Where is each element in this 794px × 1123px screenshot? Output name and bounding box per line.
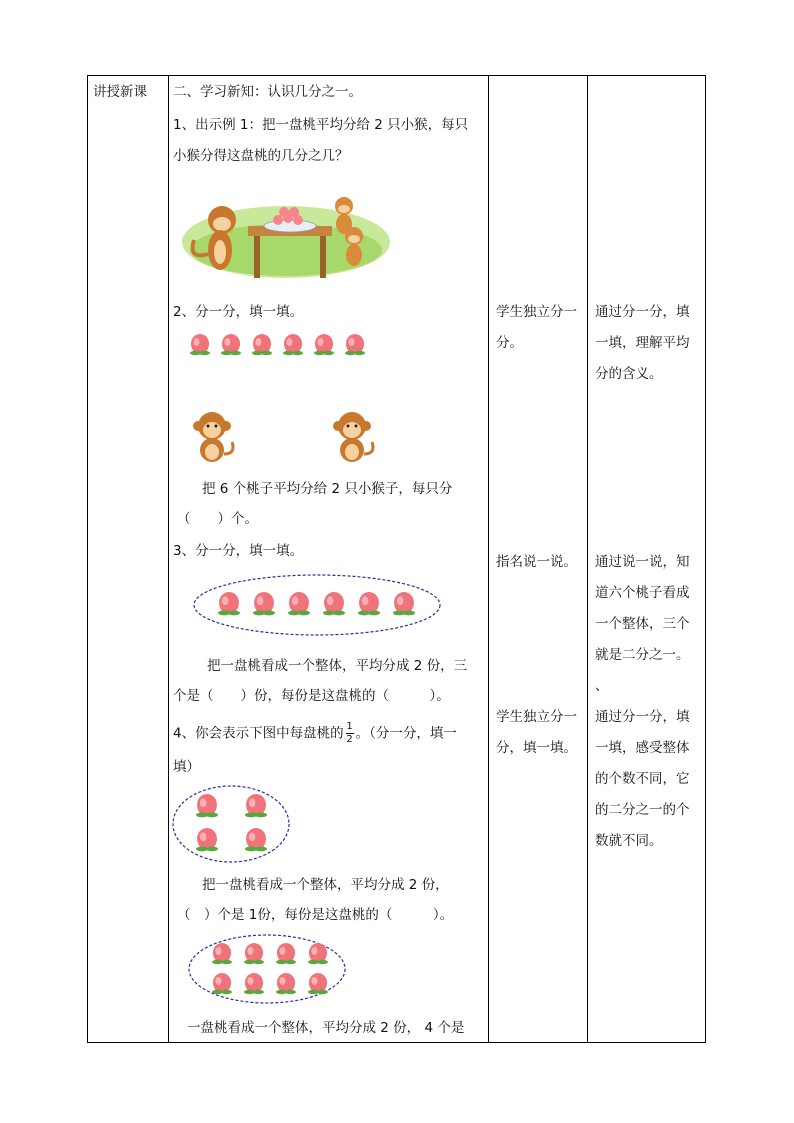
four-peaches-plate — [172, 785, 292, 865]
peach-icon — [276, 973, 296, 994]
six-peaches-plate — [193, 573, 443, 637]
purpose3-line5: 数就不同。 — [595, 833, 663, 849]
peach-icon — [314, 334, 334, 355]
purpose1-line3: 分的含义。 — [595, 366, 663, 382]
peach-icon — [323, 592, 345, 615]
activity5-text-line1: 一盘桃看成一个整体，平均分成 2 份， 4 个是 — [187, 1020, 465, 1036]
peach-icon — [196, 794, 218, 817]
peach-icon — [345, 334, 365, 355]
purpose1-line1: 通过分一分，填 — [595, 304, 690, 320]
activity4-title-line2: 填） — [173, 759, 200, 775]
activity3-text-line1: 把一盘桃看成一个整体，平均分成 2 份，三 — [207, 658, 468, 674]
purpose1-line2: 一填，理解平均 — [595, 335, 690, 351]
peach-icon — [221, 334, 241, 355]
peach-icon — [393, 592, 415, 615]
activity4-title: 4、你会表示下图中每盘桃的 $\frac{1}{2}$ 。（分一分，填一 — [173, 721, 457, 745]
peach-icon — [245, 794, 267, 817]
purpose2-line5: 、 — [595, 678, 609, 694]
activity2-text-line2: （ ）个。 — [177, 511, 258, 527]
example1-line2: 小猴分得这盘桃的几分之几？ — [173, 148, 349, 164]
peach-icon — [244, 943, 264, 964]
activity2-text-line1: 把 6 个桃子平均分给 2 只小猴子，每只分 — [202, 481, 453, 497]
purpose2-line4: 就是二分之一。 — [595, 647, 690, 663]
section-heading: 二、学习新知：认识几分之一。 — [173, 84, 362, 100]
peach-icon — [308, 943, 328, 964]
peach-icon — [253, 592, 275, 615]
activity3-title: 3、分一分，填一填。 — [173, 543, 304, 559]
peach-icon — [308, 973, 328, 994]
fraction-one-half: $\frac{1}{2}$ — [346, 721, 353, 745]
note1-line1: 学生独立分一 — [496, 304, 577, 320]
column-divider-2 — [488, 76, 489, 1042]
purpose2-line3: 一个整体，三个 — [595, 616, 690, 632]
peach-icon — [245, 828, 267, 851]
note3-line1: 学生独立分一 — [496, 709, 577, 725]
peach-icon — [212, 973, 232, 994]
monkey-icon-right — [330, 408, 378, 464]
note1-line2: 分。 — [496, 335, 523, 351]
eight-peaches-plate — [188, 934, 348, 1006]
activity3-text-line2: 个是（ ）份，每份是这盘桃的（ ）。 — [173, 688, 450, 704]
activity4-text-line1: 把一盘桃看成一个整体，平均分成 2 份， — [202, 877, 449, 893]
monkeys-table-illustration — [180, 180, 392, 280]
activity2-title: 2、分一分，填一填。 — [173, 304, 304, 320]
peach-icon — [252, 334, 272, 355]
peach-icon — [358, 592, 380, 615]
peach-icon — [283, 334, 303, 355]
activity4-text-line2: （ ）个是 1份，每份是这盘桃的（ ）。 — [177, 907, 454, 923]
monkey-icon-left — [190, 408, 238, 464]
purpose2-line2: 道六个桃子看成 — [595, 585, 690, 601]
peach-icon — [212, 943, 232, 964]
column-divider-3 — [587, 76, 588, 1042]
purpose3-line1: 通过分一分，填 — [595, 709, 690, 725]
peach-icon — [190, 334, 210, 355]
purpose3-line3: 的个数不同，它 — [595, 771, 690, 787]
example1-line1: 1、出示例 1：把一盘桃平均分给 2 只小猴，每只 — [173, 117, 469, 133]
purpose3-line4: 的二分之一的个 — [595, 802, 690, 818]
purpose3-line2: 一填，感受整体 — [595, 740, 690, 756]
peach-icon — [276, 943, 296, 964]
six-peaches-row — [186, 332, 376, 360]
peach-icon — [218, 592, 240, 615]
note2: 指名说一说。 — [496, 554, 577, 570]
section-label: 讲授新课 — [93, 84, 147, 100]
peach-icon — [288, 592, 310, 615]
column-divider-1 — [168, 76, 169, 1042]
note3-line2: 分，填一填。 — [496, 740, 577, 756]
purpose2-line1: 通过说一说，知 — [595, 554, 690, 570]
peach-icon — [196, 828, 218, 851]
peach-icon — [244, 973, 264, 994]
